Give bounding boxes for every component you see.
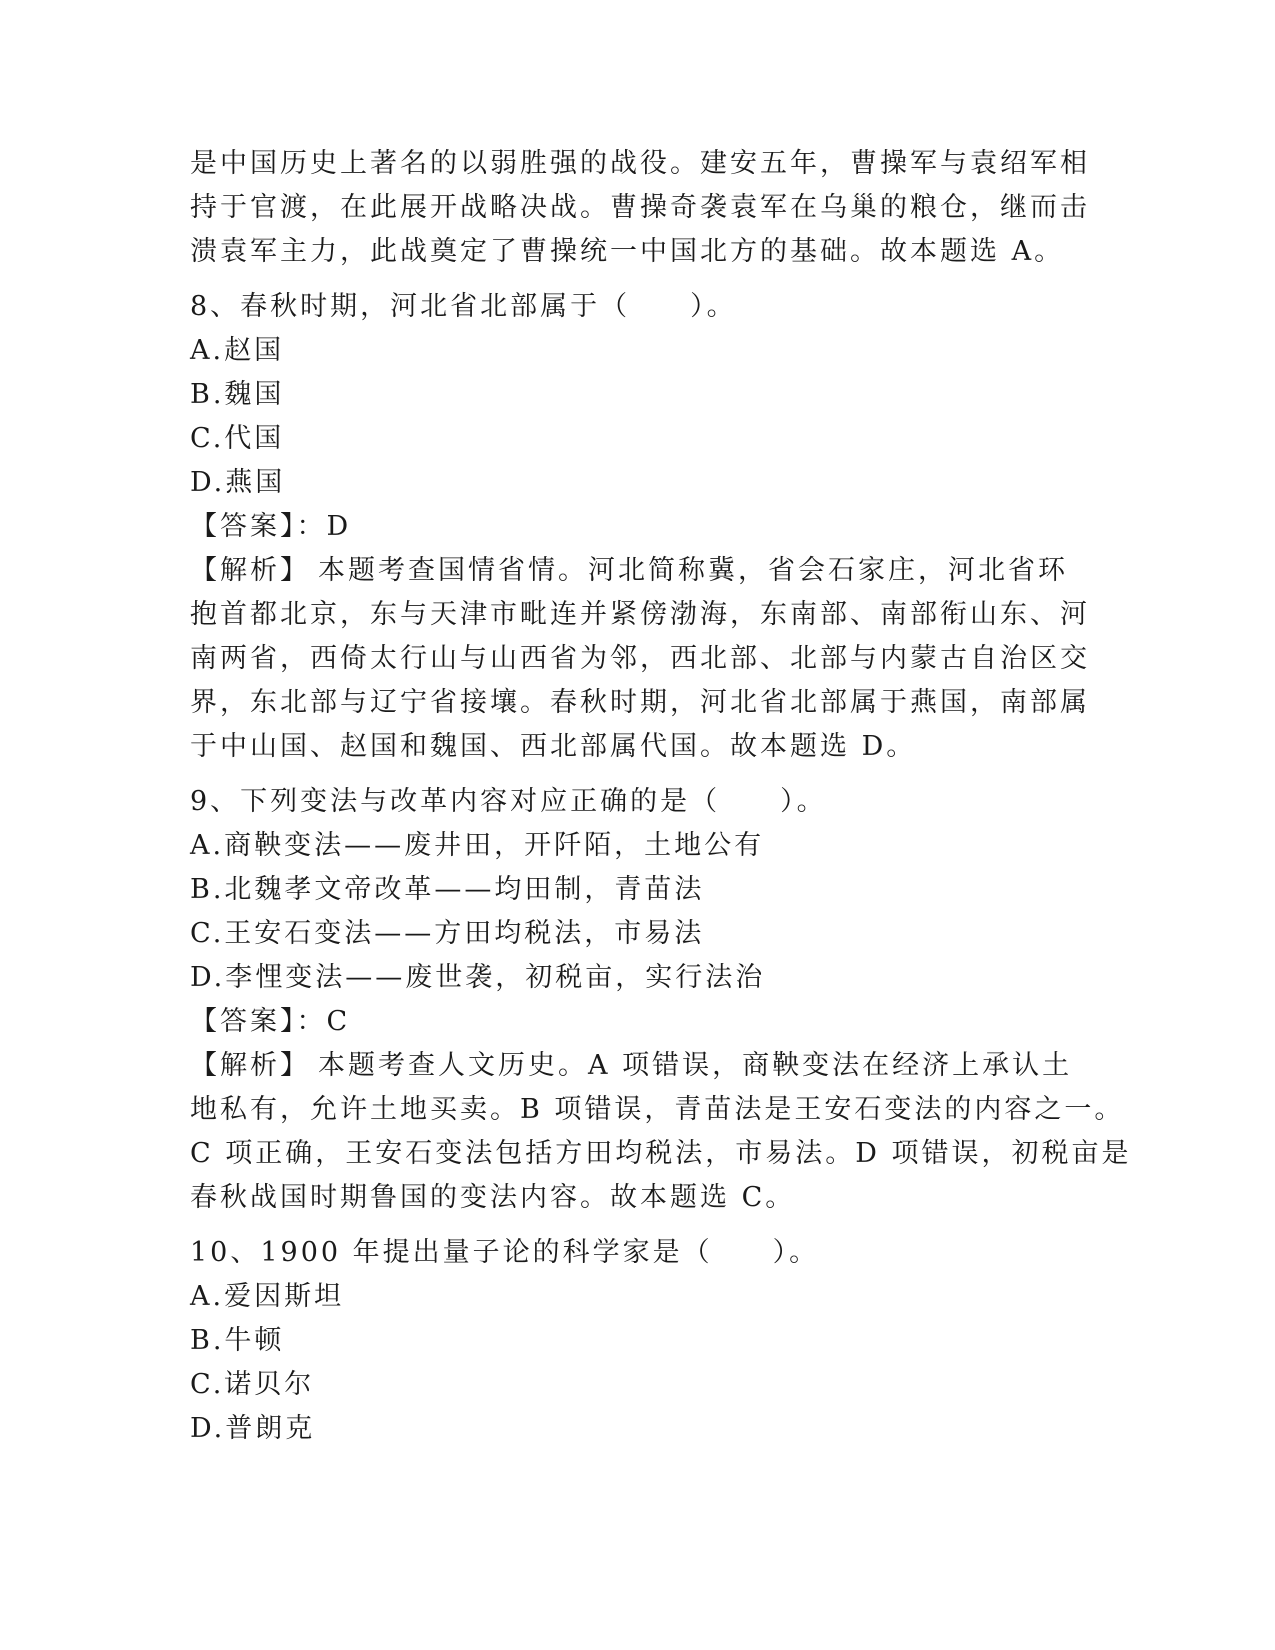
option-a: A.商鞅变法——废井田，开阡陌，土地公有 [190,830,765,861]
text-line: 是中国历史上著名的以弱胜强的战役。建安五年，曹操军与袁绍军相 [190,148,1090,179]
option-b: B.北魏孝文帝改革——均田制，青苗法 [190,874,705,905]
option-a: A.赵国 [190,335,285,366]
intro-explanation [190,142,1090,274]
analysis-line: 春秋战国时期鲁国的变法内容。故本题选 C。 [190,1182,796,1213]
analysis-line: 抱首都北京，东与天津市毗连并紧傍渤海，东南部、南部衔山东、河 [190,599,1090,630]
option-c: C.诺贝尔 [190,1369,315,1400]
option-a: A.爱因斯坦 [190,1281,345,1312]
question-stem: 10、1900 年提出量子论的科学家是（ ）。 [190,1237,820,1268]
analysis-text: 本题考查人文历史。A 项错误，商鞅变法在经济上承认土 [318,1050,1073,1081]
analysis-first-line [190,1044,1090,1088]
option-d: D.燕国 [190,467,286,498]
analysis-line: 地私有，允许土地买卖。B 项错误，青苗法是王安石变法的内容之一。 [190,1094,1125,1125]
analysis-text: 本题考查国情省情。河北简称冀，省会石家庄，河北省环 [318,555,1068,586]
question-8 [190,285,1090,769]
option-d: D.李悝变法——废世袭，初税亩，实行法治 [190,962,766,993]
option-b: B.牛顿 [190,1325,285,1356]
analysis-label: 【解析】 [190,1050,310,1081]
analysis-line: 于中山国、赵国和魏国、西北部属代国。故本题选 D。 [190,731,917,762]
analysis-line: 界，东北部与辽宁省接壤。春秋时期，河北省北部属于燕国，南部属 [190,687,1090,718]
option-c: C.王安石变法——方田均税法，市易法 [190,918,705,949]
analysis-line: C 项正确，王安石变法包括方田均税法，市易法。D 项错误，初税亩是 [190,1138,1132,1169]
question-stem: 9、下列变法与改革内容对应正确的是（ ）。 [190,786,827,817]
option-c: C.代国 [190,423,285,454]
text-line: 溃袁军主力，此战奠定了曹操统一中国北方的基础。故本题选 A。 [190,236,1065,267]
document-page [190,142,1132,1451]
answer-line: 【答案】：D [190,511,352,542]
answer-line: 【答案】：C [190,1006,351,1037]
text-line: 持于官渡，在此展开战略决战。曹操奇袭袁军在乌巢的粮仓，继而击 [190,192,1090,223]
analysis-first-line [190,549,1090,593]
question-10 [190,1231,1090,1451]
option-b: B.魏国 [190,379,285,410]
analysis-line: 南两省，西倚太行山与山西省为邻，西北部、北部与内蒙古自治区交 [190,643,1090,674]
option-d: D.普朗克 [190,1413,316,1444]
question-stem: 8、春秋时期，河北省北部属于（ ）。 [190,291,737,322]
analysis-label: 【解析】 [190,555,310,586]
question-9 [190,780,1132,1220]
